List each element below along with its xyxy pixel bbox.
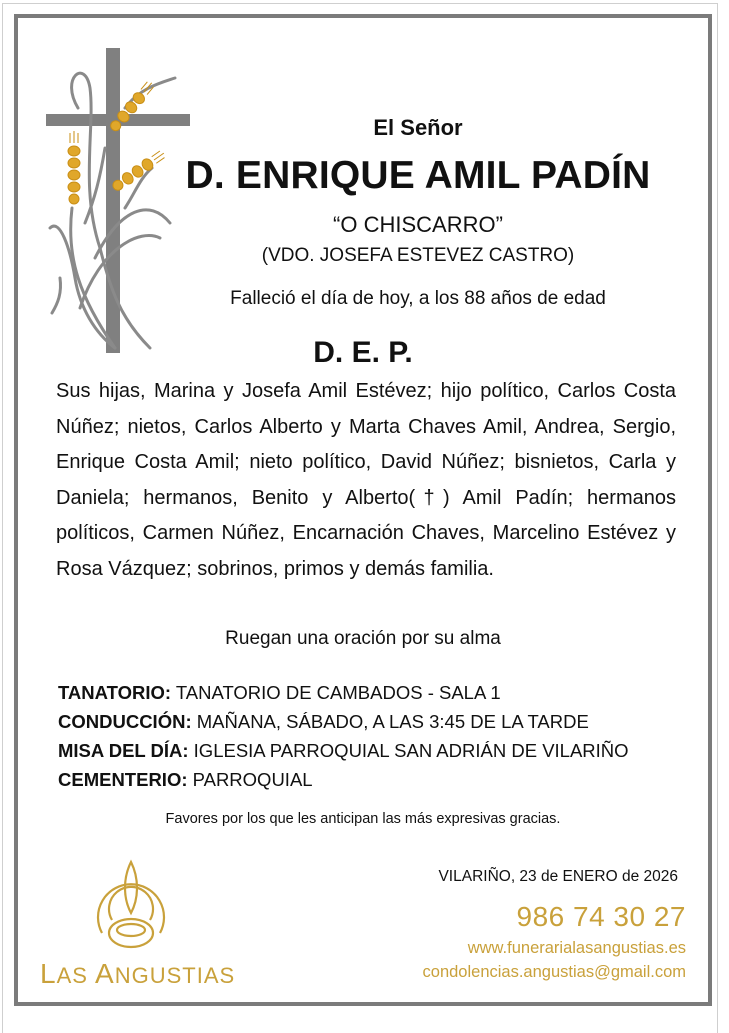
logo-letter: L <box>40 958 57 989</box>
las-angustias-logo-icon <box>86 858 176 953</box>
prayer-request: Ruegan una oración por su alma <box>225 628 501 649</box>
logo-word: NGUSTIAS <box>114 963 236 988</box>
detail-value: PARROQUIAL <box>187 769 313 790</box>
nickname: “O CHISCARRO” <box>333 212 503 237</box>
place-date: VILARIÑO, 23 de ENERO de 2026 <box>438 868 678 885</box>
logo-word: AS <box>56 963 96 988</box>
email-link[interactable]: condolencias.angustias@gmail.com <box>422 963 686 981</box>
widower-of: (VDO. JOSEFA ESTEVEZ CASTRO) <box>261 245 575 266</box>
detail-value: TANATORIO DE CAMBADOS - SALA 1 <box>171 682 501 703</box>
logo-letter: A <box>95 958 115 989</box>
phone-number[interactable]: 986 74 30 27 <box>516 901 686 932</box>
detail-value: MAÑANA, SÁBADO, A LAS 3:45 DE LA TARDE <box>191 711 589 732</box>
family-list: Sus hijas, Marina y Josefa Amil Estévez; hijo político, Carlos Costa Núñez; nietos, Carlos Alberto y Marta Chaves Amil, Andrea, Sergio, Enrique Costa Amil; nieto político, David Núñez; bisnietos, Carla y Daniela; hermanos, Benito y Alberto(†) Amil Padín; hermanos políticos, Carmen Núñez, Encarnación Chaves, Marcelino Estévez y Rosa Vázquez; sobrinos, primos y demás familia. <box>56 380 676 580</box>
detail-label: TANATORIO: <box>58 682 172 703</box>
deceased-name: D. ENRIQUE AMIL PADÍN <box>185 154 651 197</box>
detail-row-misa <box>58 736 629 765</box>
obituary-card <box>14 14 712 1006</box>
detail-label: CEMENTERIO: <box>58 769 188 790</box>
funeral-home-name <box>40 958 235 990</box>
rip-heading: D. E. P. <box>313 336 413 369</box>
cross-with-wheat-icon <box>40 48 210 358</box>
detail-row-cementerio <box>58 765 629 794</box>
detail-row-conduccion <box>58 707 629 736</box>
website-link[interactable]: www.funerarialasangustias.es <box>467 939 686 957</box>
honorific: El Señor <box>373 115 463 140</box>
detail-label: MISA DEL DÍA: <box>58 740 189 761</box>
service-details <box>58 678 629 794</box>
detail-row-tanatorio <box>58 678 629 707</box>
detail-label: CONDUCCIÓN: <box>58 711 192 732</box>
death-statement: Falleció el día de hoy, a los 88 años de edad <box>230 288 606 309</box>
detail-value: IGLESIA PARROQUIAL SAN ADRIÁN DE VILARIÑO <box>188 740 629 761</box>
thanks-note: Favores por los que les anticipan las más expresivas gracias. <box>165 811 561 827</box>
